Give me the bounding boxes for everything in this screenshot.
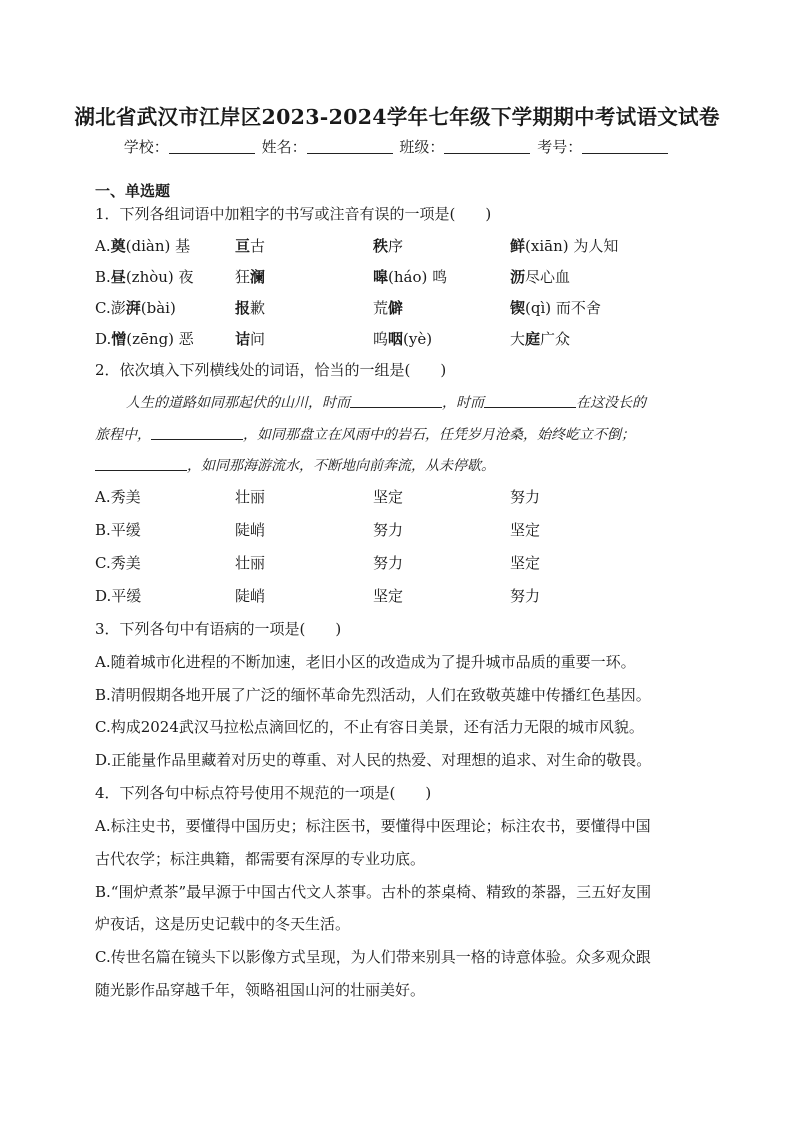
word-pre: 呜 — [373, 330, 389, 348]
option-word: 努力 — [373, 554, 404, 572]
bold-char: 嗥 — [373, 268, 389, 286]
q3-option-b: B.清明假期各地开展了广泛的缅怀革命先烈活动，人们在致敬英雄中传播红色基因。 — [95, 686, 651, 704]
word-pre: 澎 — [110, 299, 126, 317]
q3-option-c: C.构成2024武汉马拉松点滴回忆的，不止有容日美景，还有活力无限的城市风貌。 — [95, 718, 644, 736]
option-word: D.平缓 — [95, 587, 142, 605]
blank-2[interactable] — [484, 393, 576, 408]
bold-char: 锲 — [510, 299, 526, 317]
passage-text: ，如同那海游流水，不断地向前奔流，从未停歇。 — [187, 458, 495, 474]
bold-char: 僻 — [388, 299, 404, 317]
option-label: B. — [95, 268, 111, 286]
student-info-line — [0, 136, 794, 157]
word-rest: 广众 — [540, 330, 571, 348]
option-word: A.秀美 — [95, 488, 141, 506]
pinyin: (yè) — [403, 330, 433, 348]
q3-option-a: A.随着城市化进程的不断加速，老旧小区的改造成为了提升城市品质的重要一环。 — [95, 653, 636, 671]
word-pre: 狂 — [235, 268, 251, 286]
q4-option-c-line-1: C.传世名篇在镜头下以影像方式呈现，为人们带来别具一格的诗意体验。众多观众跟 — [95, 948, 651, 966]
option-word: 陡峭 — [235, 587, 266, 605]
q2-passage-line-3 — [95, 456, 495, 476]
option-word: C.秀美 — [95, 554, 141, 572]
pinyin: (zēng) 恶 — [126, 330, 194, 348]
bold-char: 湃 — [125, 299, 141, 317]
bold-char: 憎 — [111, 330, 127, 348]
q3-stem: 3．下列各句中有语病的一项是( ) — [95, 620, 342, 638]
option-word: B.平缓 — [95, 521, 141, 539]
option-word: 壮丽 — [235, 554, 266, 572]
passage-text: ，时而 — [442, 395, 484, 411]
option-word: 坚定 — [510, 521, 541, 539]
blank-4[interactable] — [95, 456, 187, 471]
pinyin: (qì) 而不舍 — [525, 299, 601, 317]
q4-option-b-line-2: 炉夜话，这是历史记载中的冬天生活。 — [95, 915, 351, 933]
option-word: 坚定 — [373, 488, 404, 506]
bold-char: 昼 — [110, 268, 126, 286]
school-label: 学校： — [123, 138, 169, 156]
word-rest: 尽心血 — [525, 268, 571, 286]
passage-text: 在这没长的 — [576, 395, 646, 411]
bold-char: 亘 — [235, 237, 251, 255]
bold-char: 鲜 — [510, 237, 526, 255]
bold-char: 沥 — [510, 268, 526, 286]
bold-char: 秩 — [373, 237, 389, 255]
school-blank[interactable] — [169, 139, 255, 154]
exam-no-label: 考号： — [537, 138, 583, 156]
option-word: 努力 — [510, 488, 541, 506]
word-rest: 歉 — [250, 299, 266, 317]
q1-stem: 1．下列各组词语中加粗字的书写或注音有误的一项是( ) — [95, 205, 492, 223]
passage-text: ，如同那盘立在风雨中的岩石，任凭岁月沧桑，始终屹立不倒； — [243, 427, 635, 443]
blank-3[interactable] — [151, 425, 243, 440]
pinyin: (diàn) 基 — [125, 237, 191, 255]
bold-char: 诘 — [235, 330, 251, 348]
passage-text: 旅程中， — [95, 427, 151, 443]
bold-char: 报 — [235, 299, 251, 317]
bold-char: 奠 — [110, 237, 126, 255]
name-label: 姓名： — [261, 138, 307, 156]
class-label: 班级： — [399, 138, 445, 156]
bold-char: 澜 — [250, 268, 266, 286]
class-blank[interactable] — [444, 139, 530, 154]
option-word: 坚定 — [373, 587, 404, 605]
option-label: C. — [95, 299, 111, 317]
option-word: 壮丽 — [235, 488, 266, 506]
pinyin: (bài) — [140, 299, 176, 317]
pinyin: (zhòu) 夜 — [125, 268, 194, 286]
q4-option-a-line-2: 古代农学；标注典籍，都需要有深厚的专业功底。 — [95, 850, 426, 868]
q4-option-a-line-1: A.标注史书，要懂得中国历史；标注医书，要懂得中医理论；标注农书，要懂得中国 — [95, 817, 651, 835]
word-rest: 古 — [250, 237, 266, 255]
passage-text: 人生的道路如同那起伏的山川，时而 — [126, 395, 350, 411]
q3-option-d: D.正能量作品里藏着对历史的尊重、对人民的热爱、对理想的追求、对生命的敬畏。 — [95, 751, 652, 769]
word-pre: 荒 — [373, 299, 389, 317]
bold-char: 庭 — [525, 330, 541, 348]
page-title: 湖北省武汉市江岸区2023-2024学年七年级下学期期中考试语文试卷 — [74, 105, 720, 129]
name-blank[interactable] — [307, 139, 393, 154]
option-label: A. — [95, 237, 111, 255]
option-word: 坚定 — [510, 554, 541, 572]
q2-passage-line-2 — [95, 425, 635, 445]
option-word: 努力 — [510, 587, 541, 605]
pinyin: (háo) 鸣 — [388, 268, 448, 286]
word-rest: 序 — [388, 237, 404, 255]
q4-option-b-line-1: B.“围炉煮茶”最早源于中国古代文人茶事。古朴的茶桌椅、精致的茶器，三五好友围 — [95, 883, 652, 901]
exam-no-blank[interactable] — [582, 139, 668, 154]
q2-stem: 2．依次填入下列横线处的词语，恰当的一组是( ) — [95, 361, 447, 379]
q2-passage-line-1 — [126, 393, 646, 413]
option-word: 陡峭 — [235, 521, 266, 539]
option-word: 努力 — [373, 521, 404, 539]
word-rest: 问 — [250, 330, 266, 348]
q4-option-c-line-2: 随光影作品穿越千年，领略祖国山河的壮丽美好。 — [95, 981, 426, 999]
word-pre: 大 — [510, 330, 526, 348]
section-heading: 一、单选题 — [95, 182, 171, 200]
q4-stem: 4．下列各句中标点符号使用不规范的一项是( ) — [95, 784, 432, 802]
option-label: D. — [95, 330, 112, 348]
bold-char: 咽 — [388, 330, 404, 348]
pinyin: (xiān) 为人知 — [525, 237, 619, 255]
blank-1[interactable] — [350, 393, 442, 408]
